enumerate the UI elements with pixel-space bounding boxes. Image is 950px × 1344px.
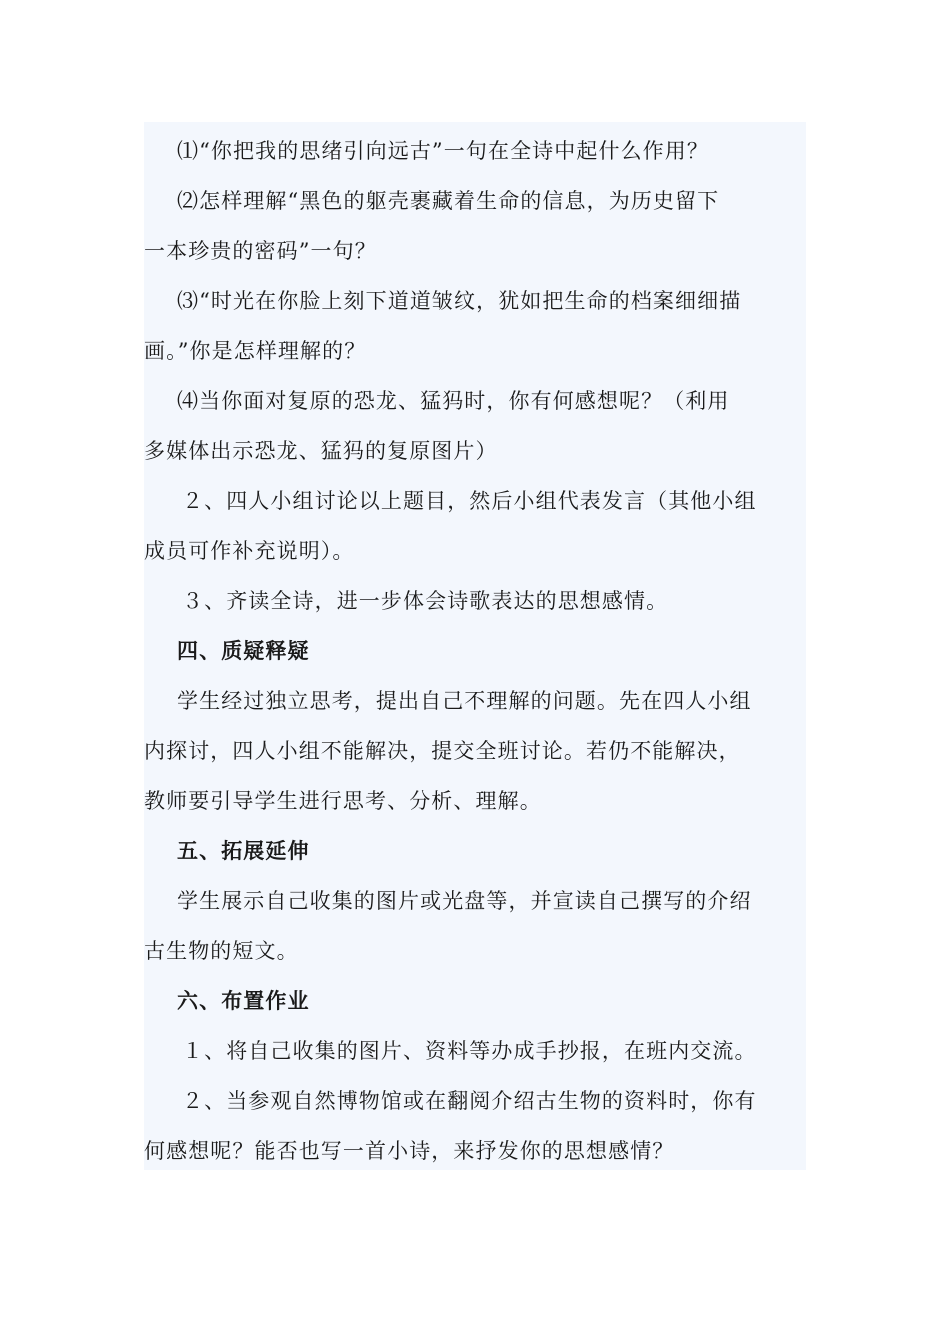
section-5-line-1: 学生展示自己收集的图片或光盘等，并宣读自己撰写的介绍 <box>177 889 752 913</box>
step-3: ３、齐读全诗，进一步体会诗歌表达的思想感情。 <box>182 589 669 613</box>
section-heading-4: 四、质疑释疑 <box>177 638 310 663</box>
homework-2-line-1: ２、当参观自然博物馆或在翻阅介绍古生物的资料时，你有 <box>182 1089 757 1113</box>
homework-1: １、将自己收集的图片、资料等办成手抄报，在班内交流。 <box>182 1039 757 1063</box>
homework-2-line-2: 何感想呢？能否也写一首小诗，来抒发你的思想感情？ <box>144 1139 675 1163</box>
section-5-line-2: 古生物的短文。 <box>144 939 299 963</box>
step-2-line-2: 成员可作补充说明）。 <box>144 539 355 563</box>
question-2-line-1: ⑵怎样理解“黑色的躯壳裹藏着生命的信息，为历史留下 <box>177 189 720 213</box>
question-3-line-1: ⑶“时光在你脸上刻下道道皱纹，犹如把生命的档案细细描 <box>177 289 742 313</box>
section-4-line-2: 内探讨，四人小组不能解决，提交全班讨论。若仍不能解决， <box>144 739 741 763</box>
section-heading-6: 六、布置作业 <box>177 988 310 1013</box>
section-4-line-3: 教师要引导学生进行思考、分析、理解。 <box>144 789 542 813</box>
question-3-line-2: 画。”你是怎样理解的？ <box>144 339 367 363</box>
question-4-line-1: ⑷当你面对复原的恐龙、猛犸时，你有何感想呢？（利用 <box>177 389 730 413</box>
step-2-line-1: ２、四人小组讨论以上题目，然后小组代表发言（其他小组 <box>182 489 757 513</box>
section-4-line-1: 学生经过独立思考，提出自己不理解的问题。先在四人小组 <box>177 689 752 713</box>
question-2-line-2: 一本珍贵的密码”一句？ <box>144 239 377 263</box>
section-heading-5: 五、拓展延伸 <box>177 838 310 863</box>
question-1: ⑴“你把我的思绪引向远古”一句在全诗中起什么作用？ <box>177 139 709 163</box>
document-body <box>144 122 806 1170</box>
question-4-line-2: 多媒体出示恐龙、猛犸的复原图片） <box>144 439 498 463</box>
